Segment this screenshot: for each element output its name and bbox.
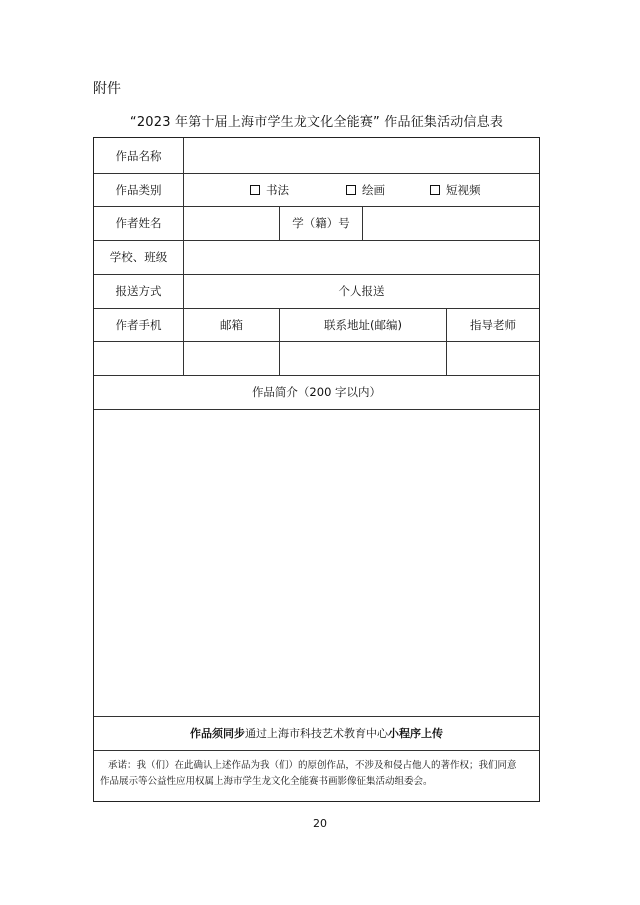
category-painting-label: 绘画 <box>362 182 385 197</box>
intro-textarea[interactable] <box>94 410 539 716</box>
upload-note <box>94 716 539 750</box>
phone-label: 作者手机 <box>115 317 162 332</box>
info-form-table <box>93 137 540 802</box>
promise-line-2: 作品展示等公益性应用权属上海市学生龙文化全能赛书画影像征集活动组委会。 <box>100 776 433 787</box>
student-id-label: 学（籍）号 <box>292 216 350 230</box>
category-short-video-label: 短视频 <box>446 182 481 197</box>
checkbox-icon[interactable] <box>430 185 440 195</box>
category-calligraphy-label: 书法 <box>266 182 289 197</box>
work-name-field[interactable] <box>184 138 539 173</box>
author-name-label: 作者姓名 <box>115 216 162 230</box>
upload-note-text: 通过上海市科技艺术教育中心 <box>245 727 388 740</box>
category-calligraphy-option[interactable] <box>250 173 289 206</box>
promise-statement <box>100 758 533 790</box>
category-painting-option[interactable] <box>346 173 385 206</box>
address-label: 联系地址(邮编) <box>324 317 402 332</box>
address-field[interactable] <box>280 341 446 375</box>
school-class-field[interactable] <box>184 240 539 274</box>
author-name-field[interactable] <box>184 206 279 240</box>
annex-label: 附件 <box>93 81 121 97</box>
promise-line-1: 承诺：我（们）在此确认上述作品为我（们）的原创作品，不涉及和侵占他人的著作权；我们同意 <box>108 760 517 771</box>
student-id-field[interactable] <box>363 206 539 240</box>
upload-note-miniprogram: 小程序上传 <box>388 727 443 740</box>
form-title: “2023 年第十届上海市学生龙文化全能赛” 作品征集活动信息表 <box>129 115 504 130</box>
work-name-label: 作品名称 <box>115 148 162 163</box>
teacher-label: 指导老师 <box>470 317 516 332</box>
email-field[interactable] <box>184 341 279 375</box>
category-options <box>184 173 539 206</box>
category-short-video-option[interactable] <box>430 173 481 206</box>
school-class-label: 学校、班级 <box>109 250 168 264</box>
page-number: 20 <box>313 817 327 830</box>
phone-field[interactable] <box>94 341 183 375</box>
intro-label: 作品简介（200 字以内） <box>251 385 382 399</box>
submission-method-value: 个人报送 <box>338 284 385 298</box>
checkbox-icon[interactable] <box>250 185 260 195</box>
teacher-field[interactable] <box>447 341 539 375</box>
submission-method-label: 报送方式 <box>115 284 162 298</box>
checkbox-icon[interactable] <box>346 185 356 195</box>
upload-note-emphasis: 作品须同步 <box>190 727 245 740</box>
email-label: 邮箱 <box>220 317 243 332</box>
category-label: 作品类别 <box>115 182 162 197</box>
